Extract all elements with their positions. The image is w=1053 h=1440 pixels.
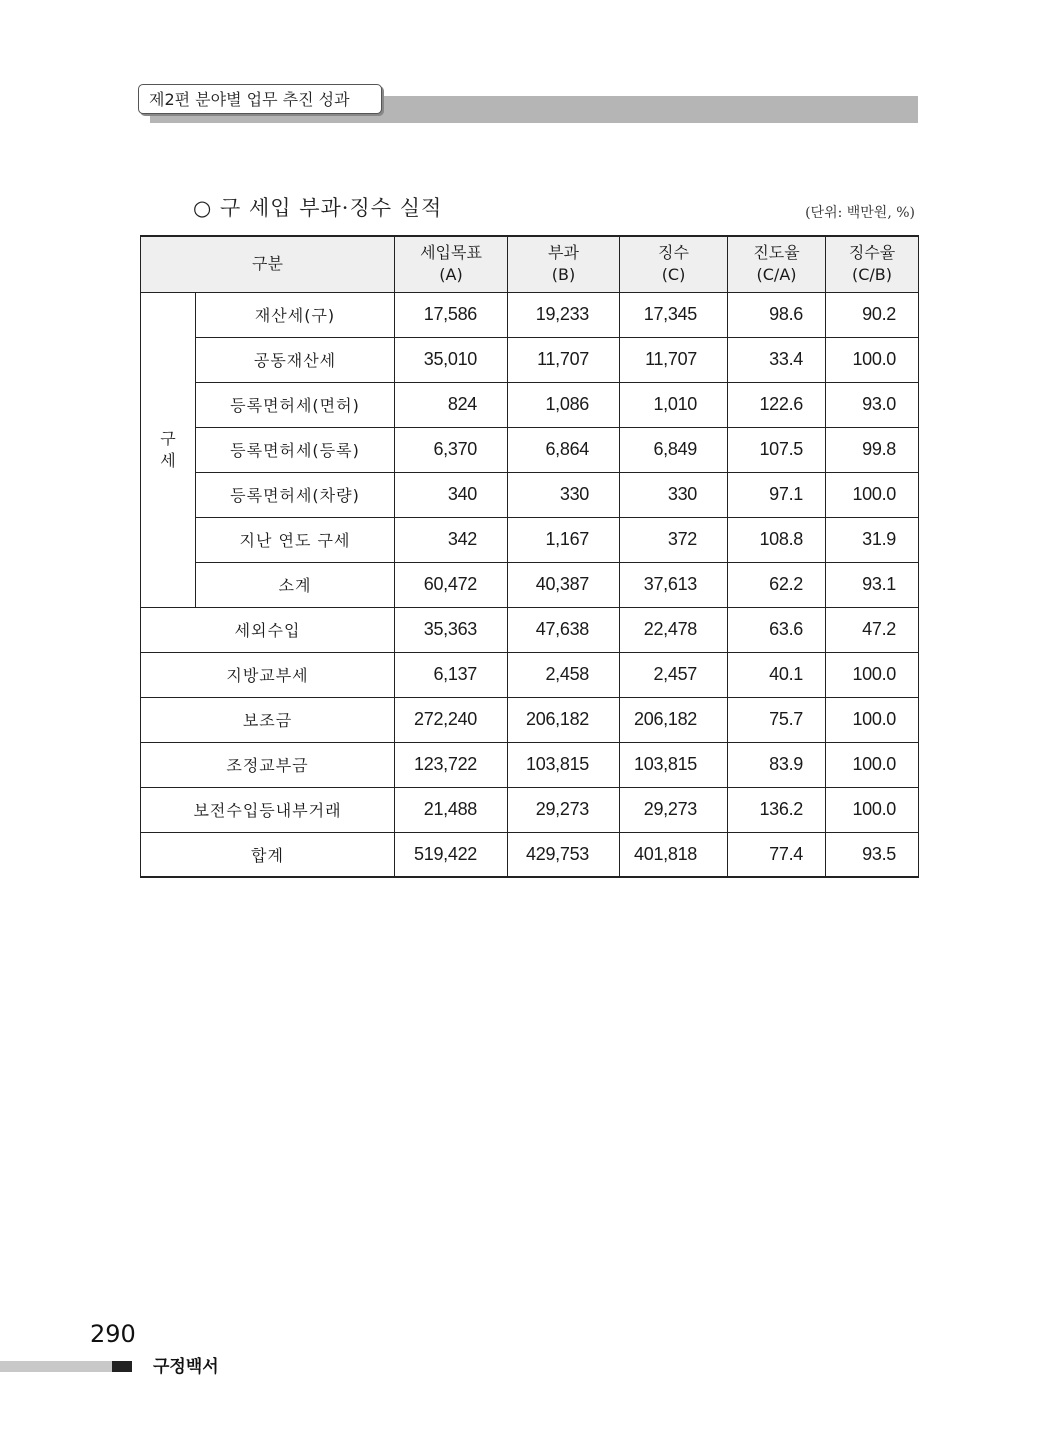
table-row bbox=[141, 427, 919, 472]
row-label: 세외수입 bbox=[141, 607, 395, 652]
book-title: 구정백서 bbox=[153, 1357, 219, 1377]
cell-rate: 93.0 bbox=[826, 382, 919, 427]
cell-progress: 40.1 bbox=[728, 652, 826, 697]
cell-progress: 107.5 bbox=[728, 427, 826, 472]
table-title: ○ 구 세입 부과·징수 실적 bbox=[193, 196, 443, 220]
cell-collected: 6,849 bbox=[620, 427, 728, 472]
cell-target: 272,240 bbox=[395, 697, 508, 742]
cell-collected: 17,345 bbox=[620, 292, 728, 337]
table-row bbox=[141, 292, 919, 337]
header-category: 구분 bbox=[141, 236, 395, 292]
cell-collected: 11,707 bbox=[620, 337, 728, 382]
header-collected: 징수 (C) bbox=[620, 236, 728, 292]
cell-progress: 108.8 bbox=[728, 517, 826, 562]
group-label-district-tax: 구 세 bbox=[141, 292, 196, 607]
cell-levied: 1,167 bbox=[508, 517, 620, 562]
cell-progress: 62.2 bbox=[728, 562, 826, 607]
cell-progress: 75.7 bbox=[728, 697, 826, 742]
cell-levied: 19,233 bbox=[508, 292, 620, 337]
cell-collected: 22,478 bbox=[620, 607, 728, 652]
cell-levied: 330 bbox=[508, 472, 620, 517]
cell-target: 17,586 bbox=[395, 292, 508, 337]
header-target: 세입목표 (A) bbox=[395, 236, 508, 292]
cell-target: 123,722 bbox=[395, 742, 508, 787]
cell-target: 519,422 bbox=[395, 832, 508, 877]
table-row bbox=[141, 697, 919, 742]
row-label: 재산세(구) bbox=[196, 292, 395, 337]
cell-rate: 100.0 bbox=[826, 787, 919, 832]
cell-target: 824 bbox=[395, 382, 508, 427]
row-label: 조정교부금 bbox=[141, 742, 395, 787]
cell-collected: 372 bbox=[620, 517, 728, 562]
footer-bar bbox=[0, 1361, 112, 1372]
revenue-table bbox=[140, 235, 919, 878]
cell-target: 6,137 bbox=[395, 652, 508, 697]
cell-levied: 206,182 bbox=[508, 697, 620, 742]
table-row bbox=[141, 337, 919, 382]
table-row bbox=[141, 742, 919, 787]
cell-progress: 63.6 bbox=[728, 607, 826, 652]
table-row bbox=[141, 382, 919, 427]
cell-rate: 93.1 bbox=[826, 562, 919, 607]
row-label: 보조금 bbox=[141, 697, 395, 742]
cell-levied: 2,458 bbox=[508, 652, 620, 697]
cell-progress: 98.6 bbox=[728, 292, 826, 337]
table-row bbox=[141, 517, 919, 562]
table-row-total bbox=[141, 832, 919, 877]
page-number: 290 bbox=[90, 1320, 136, 1348]
row-label: 소계 bbox=[196, 562, 395, 607]
cell-collected: 206,182 bbox=[620, 697, 728, 742]
header-progress-rate: 진도율 (C/A) bbox=[728, 236, 826, 292]
cell-rate: 99.8 bbox=[826, 427, 919, 472]
row-label: 등록면허세(면허) bbox=[196, 382, 395, 427]
section-header-tab: 제2편 분야별 업무 추진 성과 bbox=[138, 84, 382, 114]
cell-levied: 429,753 bbox=[508, 832, 620, 877]
row-label: 등록면허세(차량) bbox=[196, 472, 395, 517]
cell-levied: 29,273 bbox=[508, 787, 620, 832]
cell-collected: 2,457 bbox=[620, 652, 728, 697]
row-label: 지난 연도 구세 bbox=[196, 517, 395, 562]
footer-block bbox=[112, 1361, 132, 1372]
cell-progress: 136.2 bbox=[728, 787, 826, 832]
cell-target: 342 bbox=[395, 517, 508, 562]
row-label: 합계 bbox=[141, 832, 395, 877]
cell-levied: 6,864 bbox=[508, 427, 620, 472]
table-row bbox=[141, 607, 919, 652]
header-collection-rate: 징수율 (C/B) bbox=[826, 236, 919, 292]
cell-progress: 83.9 bbox=[728, 742, 826, 787]
cell-rate: 93.5 bbox=[826, 832, 919, 877]
cell-rate: 100.0 bbox=[826, 742, 919, 787]
cell-rate: 100.0 bbox=[826, 472, 919, 517]
cell-target: 60,472 bbox=[395, 562, 508, 607]
table-row bbox=[141, 472, 919, 517]
table-row-subtotal bbox=[141, 562, 919, 607]
cell-rate: 31.9 bbox=[826, 517, 919, 562]
cell-progress: 33.4 bbox=[728, 337, 826, 382]
table-row bbox=[141, 787, 919, 832]
cell-collected: 103,815 bbox=[620, 742, 728, 787]
cell-target: 35,010 bbox=[395, 337, 508, 382]
table-header-row bbox=[141, 236, 919, 292]
cell-rate: 100.0 bbox=[826, 652, 919, 697]
cell-target: 35,363 bbox=[395, 607, 508, 652]
cell-collected: 37,613 bbox=[620, 562, 728, 607]
cell-collected: 29,273 bbox=[620, 787, 728, 832]
row-label: 등록면허세(등록) bbox=[196, 427, 395, 472]
row-label: 지방교부세 bbox=[141, 652, 395, 697]
cell-rate: 100.0 bbox=[826, 337, 919, 382]
cell-rate: 47.2 bbox=[826, 607, 919, 652]
table-row bbox=[141, 652, 919, 697]
cell-target: 6,370 bbox=[395, 427, 508, 472]
cell-progress: 97.1 bbox=[728, 472, 826, 517]
cell-progress: 77.4 bbox=[728, 832, 826, 877]
cell-rate: 100.0 bbox=[826, 697, 919, 742]
cell-collected: 1,010 bbox=[620, 382, 728, 427]
cell-levied: 47,638 bbox=[508, 607, 620, 652]
unit-note: (단위: 백만원, %) bbox=[805, 205, 915, 221]
cell-target: 21,488 bbox=[395, 787, 508, 832]
cell-collected: 401,818 bbox=[620, 832, 728, 877]
header-levied: 부과 (B) bbox=[508, 236, 620, 292]
cell-progress: 122.6 bbox=[728, 382, 826, 427]
cell-levied: 1,086 bbox=[508, 382, 620, 427]
cell-levied: 103,815 bbox=[508, 742, 620, 787]
cell-collected: 330 bbox=[620, 472, 728, 517]
cell-target: 340 bbox=[395, 472, 508, 517]
cell-levied: 11,707 bbox=[508, 337, 620, 382]
row-label: 공동재산세 bbox=[196, 337, 395, 382]
row-label: 보전수입등내부거래 bbox=[141, 787, 395, 832]
cell-levied: 40,387 bbox=[508, 562, 620, 607]
cell-rate: 90.2 bbox=[826, 292, 919, 337]
